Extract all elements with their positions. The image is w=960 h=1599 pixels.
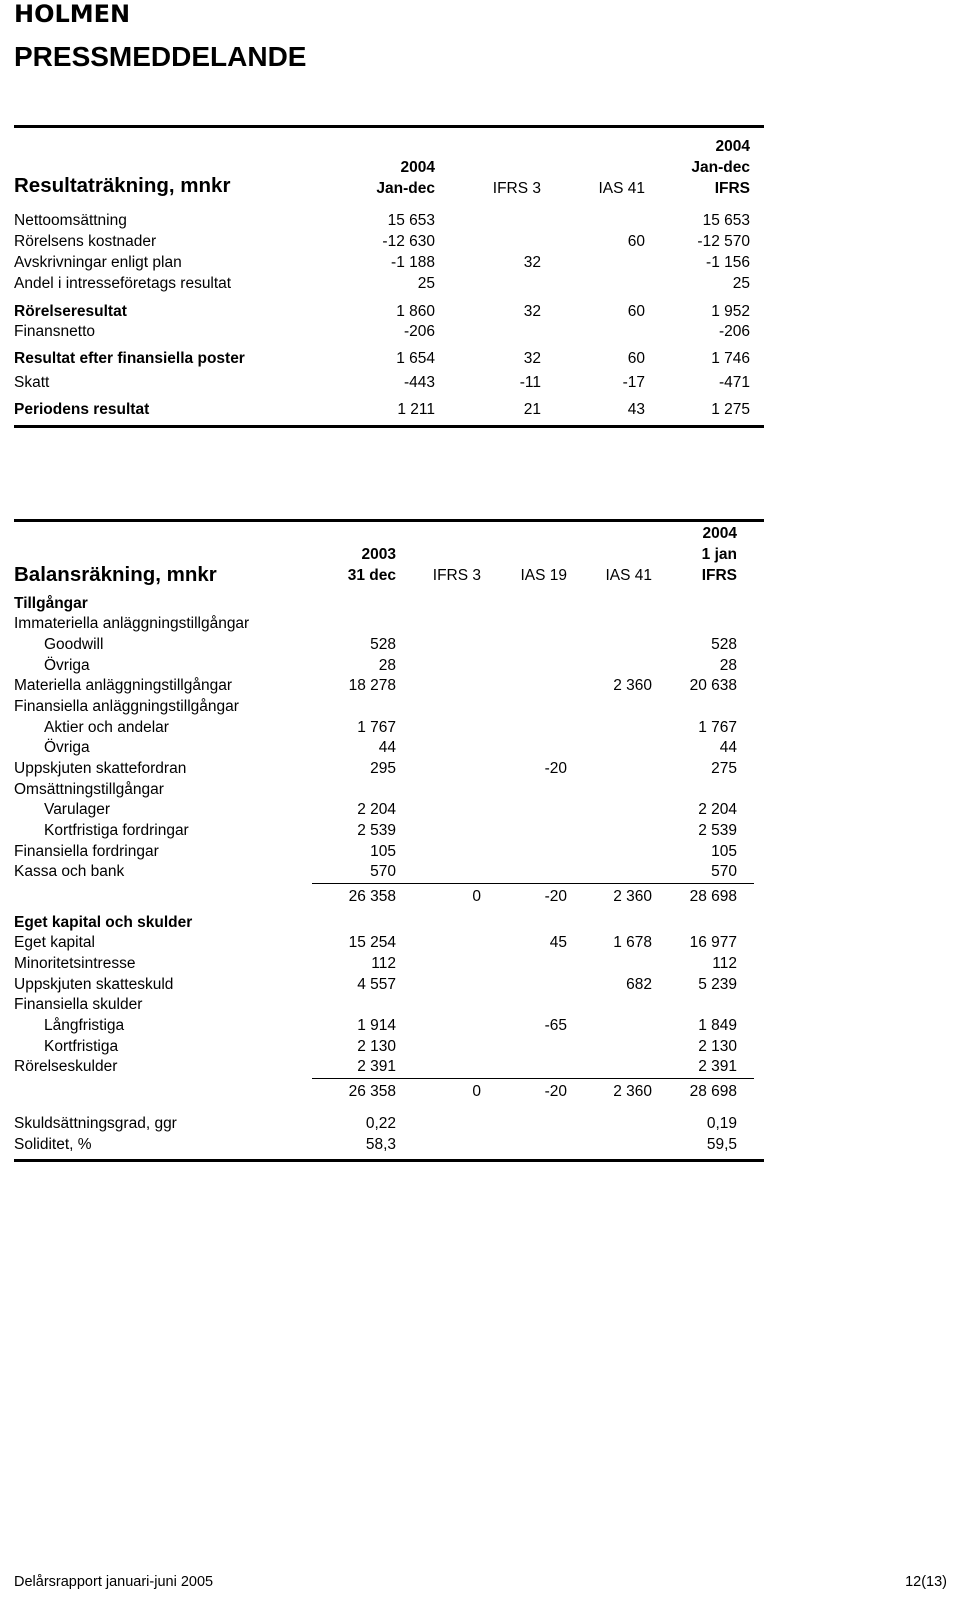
table-cell: 15 653 [387,212,435,229]
table-cell: 2 391 [698,1058,737,1075]
row-label: Eget kapital och skulder [14,914,193,931]
row-label: Rörelseresultat [14,303,127,320]
table-cell: 5 239 [698,976,737,993]
table-cell: -12 630 [382,233,435,250]
sum-rule [312,1078,754,1079]
column-header: 2003 [361,546,396,563]
table-cell: 0 [472,888,481,905]
table-cell: 570 [711,863,737,880]
row-label: Uppskjuten skattefordran [14,760,187,777]
column-header: IAS 41 [605,567,652,584]
table-cell: 60 [627,233,645,250]
row-label: Uppskjuten skatteskuld [14,976,174,993]
table-cell: 105 [370,843,396,860]
row-label: Finansnetto [14,323,95,340]
column-header: 2004 [702,525,737,542]
top-rule [14,519,764,522]
table-cell: 28 698 [689,888,737,905]
table-cell: 2 360 [613,677,652,694]
table-cell: 1 849 [698,1017,737,1034]
column-header: IFRS [701,567,737,584]
table-cell: 2 204 [357,801,396,818]
table-cell: 2 539 [357,822,396,839]
table-cell: 1 914 [357,1017,396,1034]
row-label: Aktier och andelar [44,719,169,736]
row-label: Nettoomsättning [14,212,127,229]
row-label: Finansiella fordringar [14,843,159,860]
column-header: 2004 [400,159,435,176]
column-header: IFRS 3 [492,180,541,197]
row-label: Periodens resultat [14,401,150,418]
table-cell: 32 [523,303,541,320]
column-header: IAS 41 [598,180,645,197]
table-cell: -17 [622,374,645,391]
column-header: 2004 [715,138,750,155]
row-label: Resultat efter finansiella poster [14,350,245,367]
table-cell: 2 391 [357,1058,396,1075]
table-cell: 0,22 [365,1115,396,1132]
table-cell: 275 [711,760,737,777]
table-cell: 295 [370,760,396,777]
footer-page-number: 12(13) [905,1574,947,1590]
row-label: Varulager [44,801,111,818]
sum-rule [312,883,754,884]
row-label: Omsättningstillgångar [14,781,164,798]
table-cell: 1 654 [396,350,435,367]
table-cell: -11 [519,374,541,391]
table-cell: 0,19 [706,1115,737,1132]
column-header: IAS 19 [520,567,567,584]
table-cell: -471 [718,374,750,391]
table-cell: 1 767 [357,719,396,736]
row-label: Immateriella anläggningstillgångar [14,615,250,632]
bottom-rule [14,425,764,428]
row-label: Minoritetsintresse [14,955,136,972]
table-cell: 45 [549,934,567,951]
row-label: Kortfristiga [44,1038,119,1055]
row-label: Rörelsens kostnader [14,233,157,250]
row-label: Avskrivningar enligt plan [14,254,182,271]
table-cell: 20 638 [689,677,737,694]
table-cell: 25 [417,275,435,292]
table-cell: 28 698 [689,1083,737,1100]
table-cell: 1 275 [711,401,750,418]
table-cell: 26 358 [348,1083,396,1100]
table-cell: -12 570 [697,233,750,250]
row-label: Finansiella skulder [14,996,143,1013]
row-label: Rörelseskulder [14,1058,118,1075]
table-cell: 21 [523,401,541,418]
table-cell: 682 [626,976,652,993]
table-cell: 59,5 [706,1136,737,1153]
column-header: Jan-dec [691,159,750,176]
row-label: Andel i intresseföretags resultat [14,275,232,292]
top-rule [14,125,764,128]
table-cell: 15 653 [702,212,750,229]
row-label: Kassa och bank [14,863,125,880]
row-label: Materiella anläggningstillgångar [14,677,232,694]
table-cell: 43 [627,401,645,418]
table-cell: 15 254 [348,934,396,951]
row-label: Goodwill [44,636,104,653]
table-cell: 60 [627,303,645,320]
footer-report-title: Delårsrapport januari-juni 2005 [14,1574,214,1590]
table-cell: 44 [378,739,396,756]
table-cell: 1 211 [397,401,435,418]
row-label: Övriga [44,657,90,674]
row-label: Skatt [14,374,50,391]
table-cell: 570 [370,863,396,880]
row-label: Tillgångar [14,595,88,612]
table-cell: 2 360 [613,888,652,905]
table-cell: 2 204 [698,801,737,818]
table-cell: 28 [719,657,737,674]
table-cell: 4 557 [357,976,396,993]
table-cell: -206 [403,323,435,340]
table-cell: 2 539 [698,822,737,839]
table-cell: 1 952 [711,303,750,320]
table-cell: 1 678 [613,934,652,951]
table-cell: -20 [544,1083,567,1100]
table-cell: 28 [378,657,396,674]
row-label: Långfristiga [44,1017,125,1034]
row-label: Finansiella anläggningstillgångar [14,698,239,715]
table-cell: 528 [370,636,396,653]
row-label: Skuldsättningsgrad, ggr [14,1115,177,1132]
table-cell: 16 977 [689,934,737,951]
column-header: 31 dec [347,567,396,584]
table-cell: -20 [544,760,567,777]
table-cell: 44 [719,739,737,756]
row-label: Eget kapital [14,934,95,951]
table-cell: 32 [523,350,541,367]
table-title: Resultaträkning, mnkr [14,174,231,197]
column-header: Jan-dec [376,180,435,197]
table-cell: 112 [371,955,396,972]
table-cell: 0 [472,1083,481,1100]
table-cell: -443 [403,374,435,391]
company-logo: HOLMEN [14,0,131,28]
row-label: Kortfristiga fordringar [44,822,189,839]
table-cell: 32 [523,254,541,271]
table-cell: 112 [712,955,737,972]
table-cell: 1 746 [711,350,750,367]
table-cell: -1 156 [706,254,750,271]
column-header: IFRS [714,180,750,197]
table-cell: 2 130 [357,1038,396,1055]
table-cell: 25 [732,275,750,292]
column-header: IFRS 3 [432,567,481,584]
table-cell: 2 360 [613,1083,652,1100]
row-label: Övriga [44,739,90,756]
table-cell: 1 860 [396,303,435,320]
table-cell: 2 130 [698,1038,737,1055]
table-cell: 1 767 [698,719,737,736]
column-header: 1 jan [701,546,737,563]
table-cell: 26 358 [348,888,396,905]
table-cell: 60 [627,350,645,367]
table-cell: 528 [711,636,737,653]
bottom-rule [14,1159,764,1162]
row-label: Soliditet, % [14,1136,92,1153]
table-cell: -65 [544,1017,567,1034]
table-cell: -206 [718,323,750,340]
table-cell: -1 188 [391,254,435,271]
page-heading: PRESSMEDDELANDE [14,41,307,72]
table-cell: 105 [711,843,737,860]
table-cell: 18 278 [348,677,396,694]
table-title: Balansräkning, mnkr [14,563,217,586]
table-cell: 58,3 [365,1136,396,1153]
table-cell: -20 [544,888,567,905]
